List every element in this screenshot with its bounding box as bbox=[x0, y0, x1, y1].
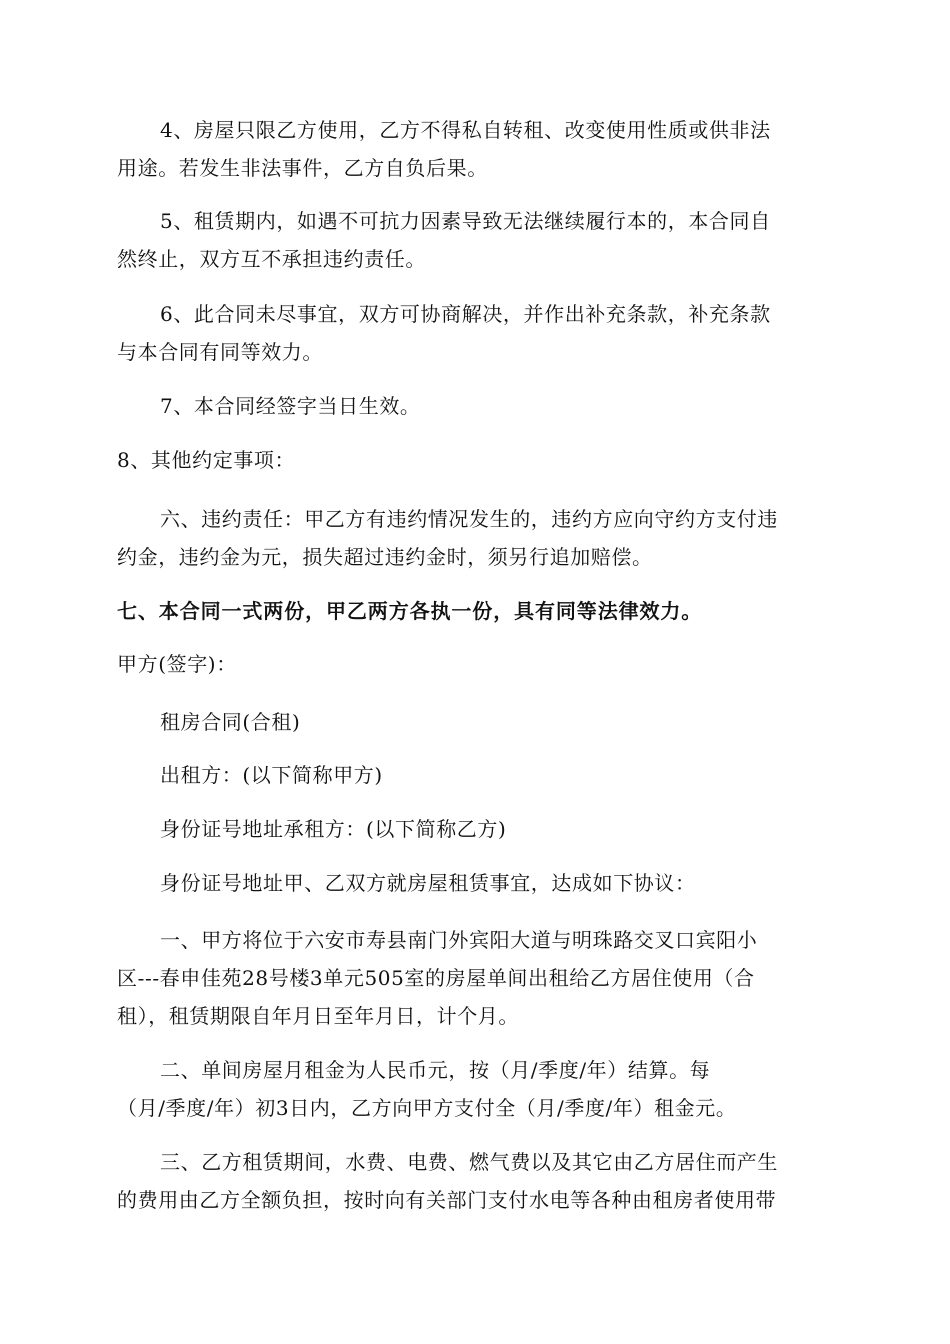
clause-7 bbox=[117, 387, 833, 425]
paragraph-line: 六、违约责任：甲乙方有违约情况发生的，违约方应向守约方支付违 bbox=[160, 507, 778, 531]
paragraph-line: 约金，违约金为元，损失超过违约金时，须另行追加赔偿。 bbox=[117, 545, 653, 569]
clause-4 bbox=[117, 111, 833, 187]
clause-6 bbox=[117, 295, 833, 371]
paragraph-line: 身份证号地址承租方：(以下简称乙方) bbox=[160, 817, 507, 841]
lessor-line bbox=[117, 756, 833, 794]
paragraph-line: 身份证号地址甲、乙双方就房屋租赁事宜，达成如下协议： bbox=[160, 871, 696, 895]
paragraph-line: 二、单间房屋月租金为人民币元，按（月/季度/年）结算。每 bbox=[160, 1058, 711, 1082]
agreement-intro bbox=[117, 864, 833, 902]
paragraph-line: 5、租赁期内，如遇不可抗力因素导致无法继续履行本的，本合同自 bbox=[160, 209, 771, 233]
paragraph-line: 七、本合同一式两份，甲乙两方各执一份，具有同等法律效力。 bbox=[117, 599, 703, 623]
lessee-line bbox=[117, 810, 833, 848]
contract-title bbox=[117, 703, 833, 741]
paragraph-line: 7、本合同经签字当日生效。 bbox=[160, 394, 421, 418]
paragraph-line: 一、甲方将位于六安市寿县南门外宾阳大道与明珠路交叉口宾阳小 bbox=[160, 928, 758, 952]
paragraph-line: 8、其他约定事项： bbox=[117, 448, 296, 472]
paragraph-line: （月/季度/年）初3日内，乙方向甲方支付全（月/季度/年）租金元。 bbox=[117, 1096, 737, 1120]
article-1 bbox=[117, 921, 833, 1035]
paragraph-line: 用途。若发生非法事件，乙方自负后果。 bbox=[117, 156, 488, 180]
paragraph-line: 租），租赁期限自年月日至年月日，计个月。 bbox=[117, 1004, 519, 1028]
clause-5 bbox=[117, 202, 833, 278]
paragraph-line: 6、此合同未尽事宜，双方可协商解决，并作出补充条款，补充条款 bbox=[160, 302, 771, 326]
paragraph-line: 区---春申佳苑28号楼3单元505室的房屋单间出租给乙方居住使用（合 bbox=[117, 966, 755, 990]
breach-liability bbox=[117, 500, 833, 576]
paragraph-line: 与本合同有同等效力。 bbox=[117, 340, 323, 364]
paragraph-line: 4、房屋只限乙方使用，乙方不得私自转租、改变使用性质或供非法 bbox=[160, 118, 771, 142]
paragraph-line: 租房合同(合租) bbox=[160, 710, 301, 734]
article-2 bbox=[117, 1051, 833, 1127]
paragraph-line: 的费用由乙方全额负担，按时向有关部门支付水电等各种由租房者使用带 bbox=[117, 1188, 777, 1212]
copies-clause bbox=[117, 592, 833, 630]
paragraph-line: 三、乙方租赁期间，水费、电费、燃气费以及其它由乙方居住而产生 bbox=[160, 1150, 778, 1174]
article-3 bbox=[117, 1143, 833, 1219]
clause-8 bbox=[117, 441, 833, 479]
paragraph-line: 甲方(签字)： bbox=[117, 652, 237, 676]
party-a-signature bbox=[117, 645, 833, 683]
paragraph-line: 出租方：(以下简称甲方) bbox=[160, 763, 383, 787]
paragraph-line: 然终止，双方互不承担违约责任。 bbox=[117, 247, 426, 271]
